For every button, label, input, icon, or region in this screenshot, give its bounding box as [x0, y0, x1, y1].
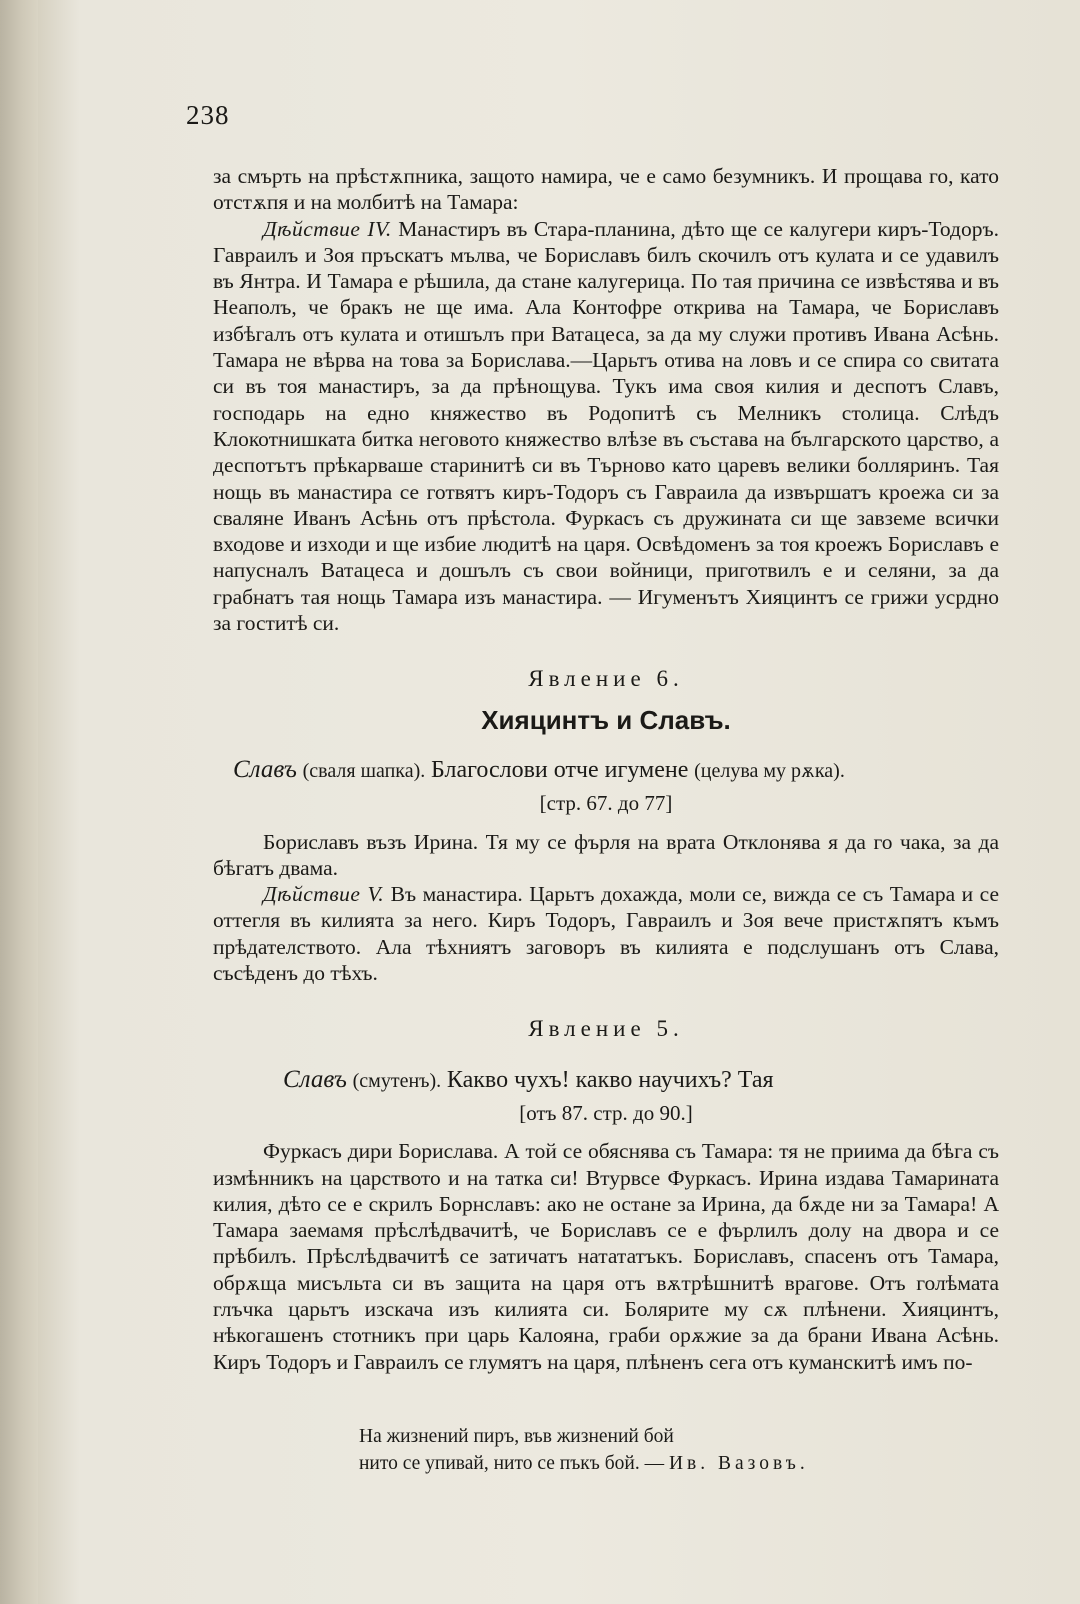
epigraph-footer [359, 1423, 999, 1477]
act-4-label: Дѣйствие IV. [263, 216, 392, 241]
scene-5-page-reference: [отъ 87. стр. до 90.] [519, 1100, 693, 1125]
act-5-text: Въ манастира. Царьтъ дохажда, моли се, вижда се съ Тамара и се оттегля въ килията за него. Киръ Тодоръ, Гавраилъ и Зоя вече пристѫпятъ къмъ прѣдателството. Ала тѣхниятъ заговоръ въ килията е подслушанъ отъ Слава, съсѣденъ до тѣхъ. [213, 882, 1000, 986]
scene-6-heading: Явление 6. [528, 666, 684, 692]
act-5-paragraph [213, 881, 999, 986]
epigraph-author: Ив. Вазовъ. [668, 1453, 809, 1474]
scene-6-direction-1: (сваля шапка). [302, 759, 426, 782]
scene-5-line: Какво чухъ! какво научихъ? Тая [446, 1066, 774, 1093]
scene-5-speaker: Славъ [283, 1065, 347, 1093]
page-number: 238 [186, 100, 230, 130]
scene-6-direction-2: (целува му рѫка). [694, 759, 845, 782]
scene-6-summary: Бориславъ възъ Ирина. Тя му се фърля на врата Отклонява я да го чака, за да бѣгатъ двама. [213, 829, 999, 880]
scene-5-direction: (смутенъ). [352, 1069, 442, 1092]
act-4-text: Манастиръ въ Стара-планина, дѣто ще се калугери киръ-Тодоръ. Гавраилъ и Зоя пръскатъ мълва, че Бориславъ билъ скочилъ отъ кулата и се удавилъ въ Янтра. И Тамара е рѣшила, да стане калугерица. По тая причина се извѣстява и въ Неаполъ, че бракъ не ще има. Ала Контофре открива на Тамара, че Бориславъ избѣгалъ отъ кулата и отишълъ при Ватацеса, за да му служи противъ Ивана Асѣнь. Тамара не вѣрва на това за Борислава.—Царьтъ отива на ловъ и се спира со свитата си въ тоя манастиръ, за да прѣнощува. Тукъ има своя килия и деспотъ Славъ, господарь на едно княжество въ Родопитѣ съ Мелникъ столица. Слѣдъ Клокотнишката битка неговото княжество влѣзе въ състава на българското царство, а деспотътъ прѣкарваше старинитѣ си въ Търново като царевъ велики болляринъ. Тая нощь въ манастира се готвятъ киръ-Тодоръ съ Гавраила да извършатъ кроежа си за сваляне Иванъ Асѣнь отъ прѣстола. Фуркасъ съ дружината си ще завземе всички входове и изходи и ще избие людитѣ на царя. Освѣдоменъ за тоя кроежъ Бориславъ е напусналъ Ватацеса и дошълъ съ свои войници, приготвилъ е и селяни, за да грабнатъ тая нощь Тамара изъ манастира. — Игуменътъ Хияцинтъ се грижи усрдно за гоститѣ си. [213, 216, 999, 636]
scene-6-title: Хияцинтъ и Славъ. [481, 704, 731, 735]
act-4-paragraph [213, 216, 999, 637]
page-fold-shadow [0, 0, 40, 1604]
scene-5-heading: Явление 5. [528, 1016, 684, 1042]
scene-5-speech [213, 1067, 999, 1094]
intro-paragraph: за смърть на прѣстѫпника, защото намира, че е само безумникъ. И прощава го, като отстѫпя и на молбитѣ на Тамара: [213, 164, 999, 215]
epigraph-line-2 [359, 1450, 999, 1477]
scene-5-summary: Фуркасъ дири Борислава. А той се обяснява съ Тамара: тя не приима да бѣга съ измѣнникъ на царството и на татка си! Втурвсе Фуркасъ. Ирина издава Тамарината килия, дѣто се е скрилъ Борнславъ: ако не остане за Ирина, да бѫде ни за Тамара! А Тамара заемамя прѣслѣдвачитѣ, че Бориславъ се е фърлилъ долу на двора и се прѣбилъ. Прѣслѣдвачитѣ се затичатъ натататъкъ. Бориславъ, спасенъ отъ Тамара, обрѫща мисъльта си въ защита на царя отъ вѫтрѣшнитѣ врагове. Отъ голѣмата глъчка царьтъ изскача изъ килията си. Болярите му сѫ плѣнени. Хияцинтъ, нѣкогашенъ стотникъ при царь Калояна, граби орѫжие за да брани Ивана Асѣнь. Киръ Тодоръ и Гавраилъ се глумятъ на царя, плѣненъ сега отъ куманскитѣ имъ по- [213, 1139, 999, 1374]
scene-6-speaker: Славъ [233, 755, 297, 783]
act-5-label: Дѣйствие V. [263, 882, 385, 907]
main-text [213, 163, 999, 1375]
scene-6-speech [213, 757, 999, 784]
scene-6-page-reference: [стр. 67. до 77] [539, 791, 673, 816]
epigraph-line-1: На жизнений пиръ, във жизнений бой [359, 1426, 674, 1447]
epigraph-line-2-text: нито се упивай, нито се пъкъ бой. — [359, 1453, 665, 1474]
scene-6-line: Благослови отче игумене [431, 756, 689, 783]
